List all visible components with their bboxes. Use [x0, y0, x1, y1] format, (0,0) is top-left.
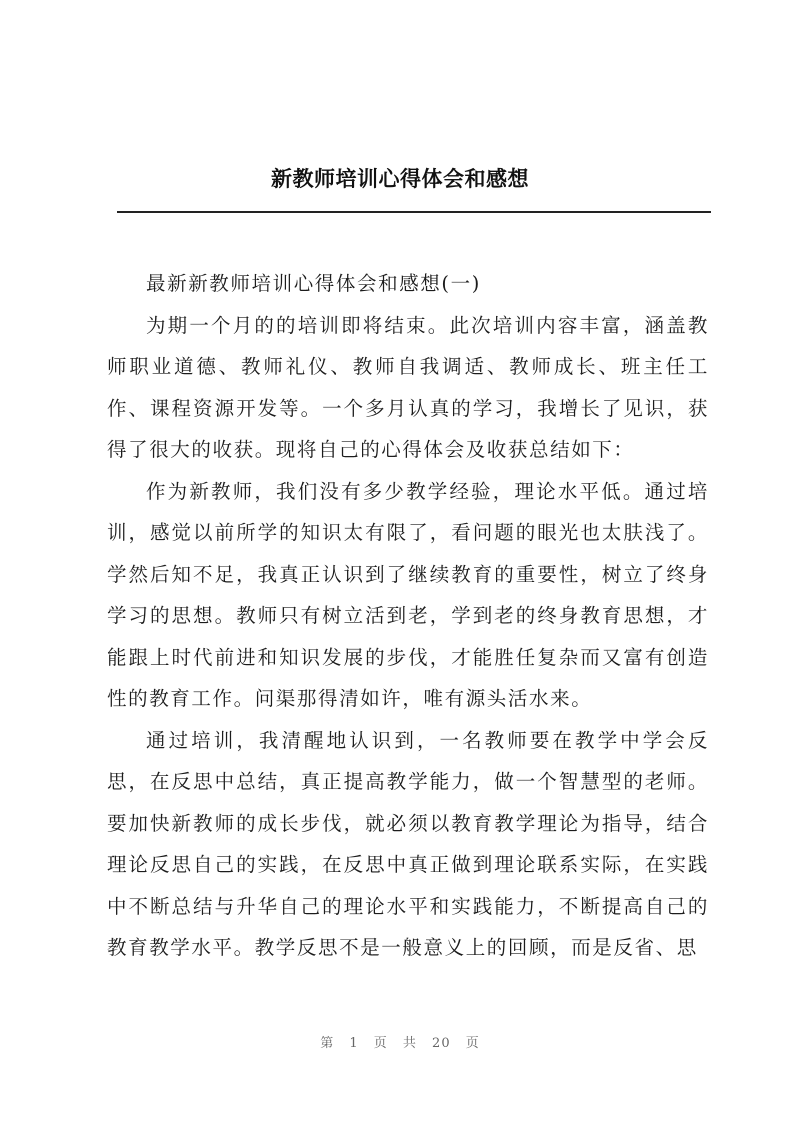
- paragraph: 作为新教师，我们没有多少教学经验，理论水平低。通过培训，感觉以前所学的知识太有限了，看问题的眼光也太肤浅了。学然后知不足，我真正认识到了继续教育的重要性，树立了终身学习的思想。教师只有树立活到老，学到老的终身教育思想，才能跟上时代前进和知识发展的步伐，才能胜任复杂而又富有创造性的教育工作。问渠那得清如许，唯有源头活水来。: [107, 479, 709, 710]
- section-heading: 最新新教师培训心得体会和感想(一): [146, 272, 481, 295]
- document-body: [107, 263, 709, 969]
- paragraph: 通过培训，我清醒地认识到，一名教师要在教学中学会反思，在反思中总结，真正提高教学能力，做一个智慧型的老师。要加快新教师的成长步伐，就必须以教育教学理论为指导，结合理论反思自己的实践，在反思中真正做到理论联系实际，在实践中不断总结与升华自己的理论水平和实践能力，不断提高自己的教育教学水平。教学反思不是一般意义上的回顾，而是反省、思: [107, 728, 709, 959]
- title-divider: [117, 211, 711, 213]
- page-footer: 第 1 页 共 20 页: [320, 1036, 480, 1051]
- page-title: 新教师培训心得体会和感想: [271, 166, 529, 191]
- paragraph: 为期一个月的的培训即将结束。此次培训内容丰富，涵盖教师职业道德、教师礼仪、教师自我调适、教师成长、班主任工作、课程资源开发等。一个多月认真的学习，我增长了见识，获得了很大的收获。现将自己的心得体会及收获总结如下：: [107, 313, 709, 461]
